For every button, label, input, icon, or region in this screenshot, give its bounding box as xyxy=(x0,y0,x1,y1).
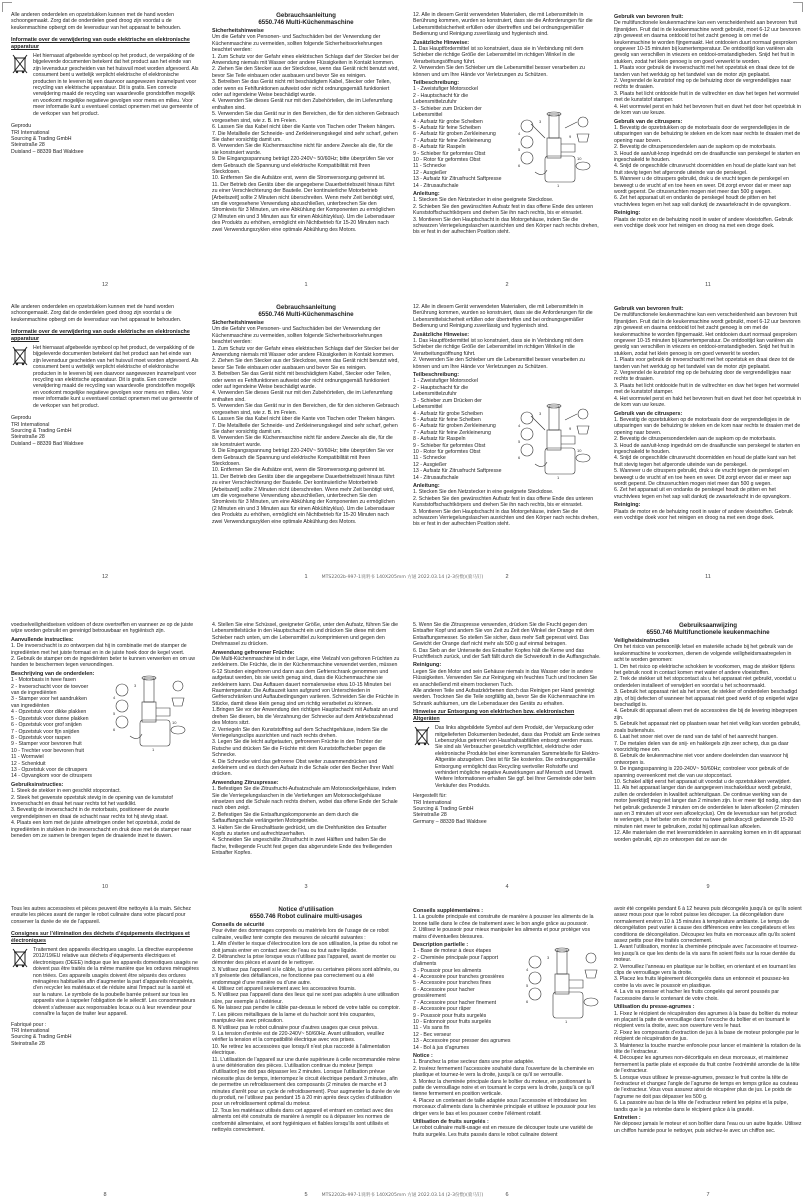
page-number: 6 xyxy=(505,1192,509,1198)
svg-text:6: 6 xyxy=(518,163,521,168)
print-footer: MTS2202b-997-1说明书 140X205mm 方通 2022.03.14 (2-3份数)(骑马钉) xyxy=(321,575,484,580)
body-text: Ne déposez jamais le moteur et son boîtier dans l’eau ou un autre liquide. Utilisez un chiffon humide pour le nettoyer, puis séchez-le avec un chiffon sec. xyxy=(614,1121,803,1134)
food-processor-illustration xyxy=(517,108,593,190)
recycle-text: Het hiernaast afgebeelde symbool op het product, de verpakking of de bijgeleverde documenten betekent dat het product aan het einde van zijn levensduur gescheiden van het huisvuil moet worden afgevoerd. Als consument bent u wettelijk verplicht elektrische of elektronische producten in te leveren bij een daarvoor aangewezen inzamelpunt voor recycling van elektrische apparatuur. Dit is gratis. Een correcte verwijdering maakt de recycling van waardevolle grondstoffen mogelijk en voorkomt mogelijke negatieve gevolgen voor mens en milieu. Voor meer informatie kunt u eventueel contact opnemen met uw gemeente of de verkoper van het product. xyxy=(33,53,200,117)
svg-text:1: 1 xyxy=(565,1019,568,1024)
column-dutch-back xyxy=(11,12,199,276)
section-heading: Conseils supplémentaires : xyxy=(413,908,484,914)
body-text: Om het risico van persoonlijk letsel en materiële schade bij het gebruik van de keukenmachine te voorkomen, dienen de volgende veiligheidsmaatregelen in acht te worden genomen: 1. Om het risico op elektrische schokken te voorkomen, mag de stekker tijdens het gebruik nooit in contact komen met water of andere vloeistoffen. 2. Trek de stekker uit het stopcontact als u het apparaat niet gebruikt, voordat u onderdelen installeert of verwijdert en voordat u het schoonmaakt. 3. Gebruik het apparaat niet als het snoer, de stekker of onderdelen beschadigd zijn, of bij defecten of wanneer het apparaat niet goed werkt of op enigerlei wijze beschadigd is. 4. Gebruik dit apparaat alleen met de accessoires die bij de levering inbegrepen zijn. 5. Gebruik het apparaat niet op plaatsen waar het niet veilig kan worden gebruikt, zoals buitenshuis. 6. Laat het snoer niet over de rand van de tafel of het aanrecht hangen. 7. De metalen delen van de snij- en hakkegels zijn zeer scherp, dus ga daar voorzichtig mee om. 8. Gebruik de keukenmachine niet voor andere doeleinden dan waarvoor hij ontworpen is. 9. De ingangsspanning is 220-240V~ 50/60Hz; controleer voor gebruik of de spanning overeenkomt met die van uw stopcontact. 10. Schakel altijd eerst het apparaat uit voordat u de opzetstukken verwijdert. 11. Als het apparaat langer dan de aangegeven inschakelduur wordt gebruikt, zullen de onderdelen in kwaliteit achteruitgaan. De continue werking van de motor [werktijd] mag niet langer dan 2 minuten zijn. Is er meer tijd nodig, stop dan het gebruik gedurende 3 minuten om de onderdelen te laten afkoelen (2 minuten aan en 3 minuten uit voor een afkoelcyclus). Om de levensduur van het product te verlengen, is het beter om de motor na twee gebruikscycli gedurende 15-20 minuten niet meer te gebruiken, zodat hij optimaal kan afkoelen. 12. Alle materialen die met levensmiddelen in aanraking komen en in dit apparaat worden gebruikt, zijn zo ontworpen dat ze aan de xyxy=(614,644,802,843)
column-french-7 xyxy=(614,906,802,1186)
page-number: 2 xyxy=(505,574,509,580)
manual-title: Gebrauchsanleitung 6550.746 Multi-Küchenmaschine xyxy=(258,304,354,318)
section-heading: Utilisation de fruits surgelés : xyxy=(413,1119,489,1125)
svg-text:10: 10 xyxy=(172,720,177,725)
svg-text:3: 3 xyxy=(547,955,550,960)
column-dutch-11 xyxy=(614,12,802,276)
recycle-text: Het hiernaast afgebeelde symbool op het product, de verpakking of de bijgeleverde documenten betekent dat het product aan het einde van zijn levensduur gescheiden van het huisvuil moet worden afgevoerd. Als consument bent u wettelijk verplicht elektrische of elektronische producten in te leveren bij een daarvoor aangewezen inzamelpunt voor recycling van elektrische apparatuur. Dit is gratis. Een correcte verwijdering maakt de recycling van waardevolle grondstoffen mogelijk en voorkomt mogelijke negatieve gevolgen voor mens en milieu. Voor meer informatie kunt u eventueel contact opnemen met uw gemeente of de verkoper van het product. xyxy=(33,345,200,409)
page-number: 12 xyxy=(101,282,109,288)
body-text: Tous les autres accessoires et pièces peuvent être nettoyés à la main. Séchez ensuite les pièces avant de ranger le robot culinaire dans votre placard pour conserver la durée de vie de l’appareil. xyxy=(11,906,193,925)
section-heading: Gebruik van bevroren fruit: xyxy=(614,14,684,20)
section-heading: Sicherheitshinweise xyxy=(212,320,264,326)
svg-text:3: 3 xyxy=(539,411,542,416)
company-address: Fabriqué pour : TRI International Sourcing & Trading GmbH Steinstraße 28 xyxy=(11,1021,72,1047)
company-address: Geprodu TRI International Sourcing & Trading GmbH Steinstraße 28 Duisland – 88339 Bad Waldsee xyxy=(11,123,84,155)
section-heading: Reiniging: xyxy=(614,502,641,509)
recycle-text: Das links abgebildete Symbol auf dem Produkt, der Verpackung oder mitgelieferten Dokumenten bedeutet, dass das Produkt am Ende seines Lebenszyklus getrennt von Haushaltsabfällen entsorgt werden muss. Sie sind als Verbraucher gesetzlich verpflichtet, elektrische oder elektronische Produkte bei einer kommunalen Sammelstelle für Elektro-Altgeräte abzugeben. Dies ist für Sie kostenlos. Die ordnungsgemäße Entsorgung ermöglicht das Recycling wertvoller Rohstoffe und verhindert mögliche negative Auswirkungen auf Mensch und Umwelt. Weitere Informationen erhalten Sie ggf. bei Ihrer Gemeinde oder beim Verkäufer des Produkts. xyxy=(435,725,602,789)
svg-text:5: 5 xyxy=(113,711,116,716)
body-text: 5. Wenn Sie die Zitruspresse verwenden, drücken Sie die Frucht gegen den Entsafter Kopf und andern Sie von Zeit zu Zeit den Winkel der Orange mit dem Entsaftungsmesser. So stellen Sie sicher, dass mehr Saft gepresst wird. Das Gewicht der Orange darf nicht mehr als 500 g auf einmal betragen. 6. Das Sieb an der Unterseite des Entsafter Kopfes hält die Kerne und das Fruchtfleisch zurück, und der Saft fällt durch die Schwerkraft in die Auffangschale. xyxy=(413,622,601,661)
svg-text:4: 4 xyxy=(518,131,521,136)
page-number: 9 xyxy=(706,884,710,890)
svg-text:9: 9 xyxy=(569,426,572,431)
column-french-5 xyxy=(212,906,400,1186)
body-text: 1. La goulotte principale est construite de manière à pousser les aliments de la bonne taille dans le cône de traitement avec le bon angle grâce au poussoir. 2. Utilisez le poussoir pour mieux manipuler les aliments et pour protéger vos mains d’éventuelles blessures. xyxy=(413,914,594,940)
safety-text: Um die Gefahr von Personen- und Sachschäden bei der Verwendung der Küchenmaschine zu vermeiden, sollten folgende Sicherheitsvorkehrungen beachtet werden: 1. Zum Schutz vor der Gefahr eines elektrischen Schlags darf der Stecker bei der Anwendung niemals mit Wasser oder andere Flüssigkeiten in Kontakt kommen. 2. Ziehen Sie den Stecker aus der Steckdose, wenn das Gerät nicht benutzt wird, bevor Sie Teile einbauen oder ausbauen und bevor Sie es reinigen. 3. Betreiben Sie das Gerät nicht mit beschädigtem Kabel, Stecker oder Teilen, oder wenn es Fehlfunktionen aufweist oder nicht ordnungsgemäß funktioniert oder auf irgendeine Weise beschädigt wurde. 4. Verwenden Sie dieses Gerät nur mit den Zubehörteilen, die im Lieferumfang enthalten sind. 5. Verwenden Sie das Gerät nur in den Bereichen, die für den sicheren Gebrauch vorgesehen sind, wie z. B. im Freien. 6. Lassen Sie das Kabel nicht über die Kante von Tischen oder Theken hängen. 7. Die Metallteile der Schneide- und Zerkleinerungskegel sind sehr scharf, gehen Sie daher vorsichtig damit um. 8. Verwenden Sie die Küchenmaschine nicht für andere Zwecke als die, für die sie konstruiert wurde. 9. Die Eingangsspannung beträgt 220-240V~ 50/60Hz; bitte überprüfen Sie vor dem Gebrauch die Spannung und elektrische Kompatibilität mit Ihren Steckdosen. 10. Entfernen Sie die Aufsätze erst, wenn die Stromversorgung getrennt ist. 11. Der Betrieb des Geräts über die angegebene Dauerbetriebszeit hinaus führt zu einer Verschlechterung der Bauteile. Der kontinuierliche Motorbetrieb [Arbeitszeit] sollte 2 Minuten nicht überschreiten. Wenn mehr Zeit benötigt wird, um die vorgesehene Verwendung abzuschließen, unterbrechen Sie den Stromkreis für 3 Minuten, um eine Abkühlung der Komponenten zu ermöglichen (2 Minuten ein und 3 Minuten aus für einen Abkühlzyklus). Um die Lebensdauer des Produkts zu erhöhen, ermöglicht ein Nichtbetrieb für 15-20 Minuten nach zwei Verwendungszyklen eine optimale Abkühlung des Motors. xyxy=(212,326,399,525)
body-text: 1. De invoerschacht is zo ontworpen dat hij in combinatie met de stamper de ingrediënten met het juiste formaat en in de juiste hoek door de kegel voert. 2. Gebruik de stamper om de ingrediënten beter te kunnen verwerken en om uw handen te beschermen tegen verwondingen. xyxy=(11,643,195,669)
company-address: Hergestellt für: TRI International Sourcing & Trading GmbH Steinstraße 28 Germany – 88339 Bad Waldsee xyxy=(413,793,487,825)
section-heading: Gebruik van bevroren fruit: xyxy=(614,306,684,312)
page-number: 10 xyxy=(101,884,109,890)
svg-text:10: 10 xyxy=(577,448,582,453)
svg-text:4: 4 xyxy=(518,423,521,428)
recycle-text: Traitement des appareils électriques usagés. La directive européenne 2012/19/EU relative aux déchets d’équipements électriques et électroniques (DEEE) indique que les appareils domestiques usagés ne doivent pas être traités de la même manière que les ordures ménagères non triées. Ces appareils usagés doivent être séparés des ordures ménagères habituelles afin d’augmenter la part d’appareils récupérés, d’en recycler les matériaux et de réduire ainsi l’impact sur la santé et sur la nature. Le symbole de la poubelle barrée présent sur tous les appareils vise à rappeler l’obligation de le sélectif. Les consommateurs doivent s’adresser aux responsables locaux ou à leur revendeur pour connaître la façon de traiter leur appareil. xyxy=(33,947,201,1018)
svg-text:5: 5 xyxy=(526,983,529,988)
column-german-1 xyxy=(212,304,400,568)
svg-text:6: 6 xyxy=(113,727,116,732)
page-number: 2 xyxy=(505,282,509,288)
column-german-3 xyxy=(212,622,400,878)
page-number: 1 xyxy=(304,574,308,580)
body-text: 1. Branchez la prise secteur dans une prise adaptée. 2. Insérez fermement l’accessoire souhaité dans l’ouverture de la cheminée en plastique et tournez-le vers la droite, jusqu’à ce qu’il se verrouille. 3. Montez la cheminée principale dans le boîtier du moteur, en positionnant la patte de verrouillage noire et en tournant le corps vers la droite, jusqu’à ce qu’il tienne fermement en position verticale. 4. Placez un contenant de taille adaptée sous l’accessoire et introduisez les morceaux d’aliments dans la cheminée principale et utilisez le poussoir pour les diriger vers le bas et les pousser contre l’élément rotatif. xyxy=(413,1059,596,1117)
body-text: voedselveiligheidseisen voldoen of deze overtreffen en wanneer ze op de juiste wijze worden gebruikt en gereinigd betrouwbaar en hygiënisch zijn. xyxy=(11,622,195,635)
section-heading: Teilbeschreibung: xyxy=(413,80,460,87)
crossed-out-wheelie-bin-icon xyxy=(413,725,431,747)
section-heading: Anwendung gefrorener Früchte: xyxy=(212,649,295,656)
body-text: Le robot culinaire multi-usage est en mesure de découper toute une variété de fruits surgelés. Les fruits passés dans le robot culinaire doivent xyxy=(413,1125,595,1138)
svg-text:1: 1 xyxy=(152,747,155,752)
svg-text:9: 9 xyxy=(569,134,572,139)
svg-text:1: 1 xyxy=(557,183,560,188)
parts-list: 1 - Motorbasis in twee fasen 2 - Invoerschacht voor de toevoer van de ingrediënten 3 - Stamper voor het aandrukken van ingrediënten 4 - Opzetstuk voor dikke plakken 5 - Opzetstuk voor dunne plakken 6 - Opzetstuk voor grof snijden 7 - Opzetstuk voor fijn snijden 8 - Opzetstuk voor raspen 9 - Stamper voor bevroren fruit 10 - Trechter voor bevroren fruit 11 - Wormwiel 12 - Schenktuit 13 - Opzetstuk voor de citruspers 14 - Opvangkom voor de citruspers xyxy=(11,677,93,780)
column-german-4 xyxy=(413,622,601,878)
section-heading: Teilbeschreibung: xyxy=(413,372,460,379)
section-heading: Conseils de sécurité xyxy=(212,922,265,928)
svg-text:4: 4 xyxy=(526,967,529,972)
page-number: 12 xyxy=(101,574,109,580)
section-heading: Beschrijving van de onderdelen: xyxy=(11,670,95,677)
food-processor-illustration xyxy=(112,672,188,754)
column-dutch-11 xyxy=(614,304,802,568)
page-number: 5 xyxy=(304,1192,308,1198)
body-text: Plaats de motor en de behuizing nooit in water of andere vloeistoffen. Gebruik een vochtige doek voor het reinigen en droog na met een droge doek. xyxy=(614,216,795,229)
section-heading: Hinweise zur Entsorgung von elektrischen bzw. elektronischen Altgeräten xyxy=(413,709,575,722)
intro-text: Alle anderen onderdelen en opzetstukken kunnen met de hand worden schoongemaakt. Zorg dat de onderdelen goed droog zijn voordat u de keukenmachine opbergt om de levensduur van het apparaat te behouden. xyxy=(11,304,182,323)
svg-text:5: 5 xyxy=(518,147,521,152)
sheet-1 xyxy=(0,0,805,290)
page-number: 1 xyxy=(304,282,308,288)
page-number: 8 xyxy=(103,1192,107,1198)
svg-text:6: 6 xyxy=(518,455,521,460)
section-heading: Entretien : xyxy=(614,1115,641,1121)
print-footer: MTS2202b-997-1说明书 140X205mm 方通 2022.03.14 (2-3份数)(骑马钉) xyxy=(321,1193,484,1198)
safety-text: Um die Gefahr von Personen- und Sachschäden bei der Verwendung der Küchenmaschine zu vermeiden, sollten folgende Sicherheitsvorkehrungen beachtet werden: 1. Zum Schutz vor der Gefahr eines elektrischen Schlags darf der Stecker bei der Anwendung niemals mit Wasser oder andere Flüssigkeiten in Kontakt kommen. 2. Ziehen Sie den Stecker aus der Steckdose, wenn das Gerät nicht benutzt wird, bevor Sie Teile einbauen oder ausbauen und bevor Sie es reinigen. 3. Betreiben Sie das Gerät nicht mit beschädigtem Kabel, Stecker oder Teilen, oder wenn es Fehlfunktionen aufweist oder nicht ordnungsgemäß funktioniert oder auf irgendeine Weise beschädigt wurde. 4. Verwenden Sie dieses Gerät nur mit den Zubehörteilen, die im Lieferumfang enthalten sind. 5. Verwenden Sie das Gerät nur in den Bereichen, die für den sicheren Gebrauch vorgesehen sind, wie z. B. im Freien. 6. Lassen Sie das Kabel nicht über die Kante von Tischen oder Theken hängen. 7. Die Metallteile der Schneide- und Zerkleinerungskegel sind sehr scharf, gehen Sie daher vorsichtig damit um. 8. Verwenden Sie die Küchenmaschine nicht für andere Zwecke als die, für die sie konstruiert wurde. 9. Die Eingangsspannung beträgt 220-240V~ 50/60Hz; bitte überprüfen Sie vor dem Gebrauch die Spannung und elektrische Kompatibilität mit Ihren Steckdosen. 10. Entfernen Sie die Aufsätze erst, wenn die Stromversorgung getrennt ist. 11. Der Betrieb des Geräts über die angegebene Dauerbetriebszeit hinaus führt zu einer Verschlechterung der Bauteile. Der kontinuierliche Motorbetrieb [Arbeitszeit] sollte 2 Minuten nicht überschreiten. Wenn mehr Zeit benötigt wird, um die vorgesehene Verwendung abzuschließen, unterbrechen Sie den Stromkreis für 3 Minuten, um eine Abkühlung der Komponenten zu ermöglichen (2 Minuten ein und 3 Minuten aus für einen Abkühlzyklus). Um die Lebensdauer des Produkts zu erhöhen, ermöglicht ein Nichtbetrieb für 15-20 Minuten nach zwei Verwendungszyklen eine optimale Abkühlung des Motors. xyxy=(212,34,399,233)
section-heading: Informatie over de verwijdering van oude elektrische en elektronische apparatuur xyxy=(11,37,190,50)
body-text: 1. Stecken Sie den Netzstecker in eine geeignete Steckdose. 2. Schieben Sie den gewünschten Aufsatz fest in das offene Ende des unteren Kunststoffschachtkörpers und drehen Sie ihn nach rechts, bis er einrastet. 3. Montieren Sie den Hauptschacht in das Motorgehäuse, indem Sie die schwarzen Verriegelungslaschen ausrichten und den Körper nach rechts drehen, bis er fest in der aufrechten Position steht. xyxy=(413,489,599,528)
section-heading: Informatie over de verwijdering van oude elektrische en elektronische apparatuur xyxy=(11,329,190,342)
body-text: De multifunctionele keukenmachine kan een verscheidenheid aan bevroren fruit fijnsnijden. Fruit dat in de keukenmachine wordt gebruikt, moet 6-12 uur bevroren zijn geweest en daarna ontdooid tot het zacht genoeg is om met de keukenmachine te worden fijngemaakt. Het ontdooien duurt normaal gesproken ongeveer 10-15 minuten bij kamertemperatuur. De ontdooitijd kan variëren als gevolg van verschillen in vriezers en ontdooi-omstandigheden. Snijd het fruit in stukken, zodat het klein genoeg is om goed verwerkt te worden. 1. Plaats voor gebruik de invoerschacht met het opzetstuk en draai deze tot de tanden van het werktuig op het tandwiel van de motor zijn geplaatst. 2. Vergrendel de kunststof ring op de behuizing door de vergrendellipjes naar rechts te draaien. 3. Plaats het licht ontdooide fruit in de vultrechter en duw het tegen het wormwiel met de kunststof stamper. 4. Het wormwiel perst en hakt het bevroren fruit en duwt het door het opzetstuk in de kom van uw keuze. xyxy=(614,20,801,117)
body-text: avoir été congelés pendant 6 à 12 heures puis décongelés jusqu’à ce qu’ils soient assez mous pour que le robot puisse les découper. La décongélation dure normalement environ 10 à 15 minutes à température ambiante. Le temps de décongélation peut varier à cause des différences entre les congélateurs et les conditions de décongélation. Découpez les fruits en morceaux afin qu’ils soient assez petits pour être traités correctement. 1. Avant l’utilisation, montez la cheminée principale avec l’accessoire et tournez-les jusqu’à ce que les dents de la vis sans fin soient fixés sur la roue dentée du moteur. 2. Verrouillez l’anneau en plastique sur le boîtier, en orientant et en tournant les clips de verrouillage vers la droite. 3. Placez les fruits légèrement décongelés dans un entonnoir et poussez-les contre la vis avec le poussoir en plastique. 4. La vis va presser et hacher les fruits congelés qui seront poussés par l’accessoire dans le contenant de votre choix. xyxy=(614,906,802,1002)
body-text: 1. Stecken Sie den Netzstecker in eine geeignete Steckdose. 2. Schieben Sie den gewünschten Aufsatz fest in das offene Ende des unteren Kunststoffschachtkörpers und drehen Sie ihn nach rechts, bis er einrastet. 3. Montieren Sie den Hauptschacht in das Motorgehäuse, indem Sie die schwarzen Verriegelungslaschen ausrichten und den Körper nach rechts drehen, bis er fest in der aufrechten Position steht. xyxy=(413,197,599,236)
body-text: 1. Steek de stekker in een geschikt stopcontact. 2. Steek het gewenste opzetstuk stevig in de opening van de kunststof invoerschacht en draai het naar rechts tot het vastklikt. 3. Bevestig de invoerschacht in de motorbasis, positioneer de zwarte vergrendelpinnen en draai de schacht naar rechts tot hij stevig staat. 4. Plaats een kom met de juiste afmetingen onder het opzetstuk, zodat de ingrediënten in stukken in de invoerschacht en druk deze met de stamper naar beneden om ze samen te brengen tegen de draaiende inzet te duwen. xyxy=(11,788,192,839)
column-dutch-9 xyxy=(614,622,802,878)
section-heading: Zusätzliche Hinweise: xyxy=(413,331,470,338)
body-text: 4. Stellen Sie eine Schüssel, geeigneter Größe, unter den Aufsatz, führen Sie die Lebensmittelstücke in den Hauptschacht ein und drücken Sie diese mit dem Schieber nach unten, um die Lebensmittel zu komprimieren und gegen den Drehmassel zu drücken. xyxy=(212,622,400,648)
body-text: Plaats de motor en de behuizing nooit in water of andere vloeistoffen. Gebruik een vochtige doek voor het reinigen en droog na met een droge doek. xyxy=(614,508,795,521)
svg-text:10: 10 xyxy=(577,156,582,161)
body-text: Legen Sie den Motor und sein Gehäuse niemals in das Wasser oder in andere Flüssigkeiten. Verwenden Sie zur Reinigung ein feuchtes Tuch und trocknen Sie es anschließend mit einem trockenen Tuch. Alle anderen Teile und Aufsatzkörbenen durch das Reinigen per Hand gereinigt werden. Trocknen Sie die Teile sorgfältig ab, bevor Sie die Küchenmaschine im Schrank aufräumen, um die Lebensdauer des Geräts zu erhalten. xyxy=(413,668,597,707)
body-text: 1. Das Hauptfördermittel ist so konstruiert, dass sie in Verbindung mit dem Schieber die richtige Größe der Lebensmittel im richtigen Winkel in die Verarbeitungsöffnung führt. 2. Verwenden Sie den Schieber um die Lebensmittel besser verarbeiten zu können und um Ihre Hände vor Verletzungen zu Schützen. xyxy=(413,338,585,370)
body-text: Pour éviter des dommages corporels ou matériels lors de l’usage de ce robot culinaire, veuillez tenir compte des mesures de sécurité suivantes : 1. Afin d’éviter le risque d’électrocution lors de son utilisation, la prise du robot ne doit jamais entrer en contact avec de l’eau ou tout autre liquide. 2. Débranchez la prise lorsque vous n’utilisez pas l’appareil, avant de monter ou démonter des pièces et avant de le nettoyer. 3. N’utilisez pas l’appareil si le câble, la prise ou certaines pièces sont abîmés, ou s’il présente des défaillances, ne fonctionne pas correctement ou a été endommagé d’une manière ou d’une autre. 4. Utilisez cet appareil seulement avec les accessoires fournis. 5. N’utilisez pas l’appareil dans des lieux qui ne sont pas adaptés à une utilisation sûre, par exemple à l’extérieur. 6. Ne laissez pas pendre le câble par-dessus le rebord de votre table ou comptoir. 7. Les pièces métalliques de la lame et du hachoir sont très coupantes, manipulez-les avec précaution. 8. N’utilisez pas le robot culinaire pour d’autres usages que ceux prévus. 9. La tension d’entrée est de 220-240V~ 50/60Hz. Avant utilisation, veuillez vérifier la tension et la compatibilité électrique avec vos prises. 10. Ne retirez les accessoires que lorsqu’il n’est plus raccordé à l’alimentation électrique. 11. L’utilisation de l’appareil sur une durée supérieure à celle recommandée mène à une détérioration des pièces. L’utilisation continue du moteur [temps d’utilisation] ne doit pas dépasser les 2 minutes. Lorsque l’utilisation prévue nécessite plus de temps, interrompez le circuit électrique pendant 3 minutes, afin de permettre un refroidissement des composants (2 minutes de marche et 3 minutes d’arrêt pour un cycle de refroidissement). Pour augmenter la durée de vie du produit, ne l’utilisez pas pendant 15 à 20 min après deux cycles d’utilisation pour un refroidissement optimal du moteur. 12. Tous les matériaux utilisés dans cet appareil et entrant en contact avec des aliments ont été construits de manière à remplir ou à dépasser les normes de conformité alimentaire, et sont hygiéniques et fiables lorsqu’ils sont utilisés et nettoyés correctement. xyxy=(212,928,401,1133)
body-text: 1. Bevestig de opzetstukken op de motorbasis door de vergrendellipjes in de uitsparingen van de behuizing te steken en de kom naar rechts te draaien met de opening naar boven. 2. Bevestig de citruspersonderdelen aan de sapkom op de motorbasis. 3. Houd de aan/uit-knop ingedrukt om de draaifunctie van perskegel te starten en ingeschakeld te houden. 4. Snijd de ongeschilde citrusvrucht doormidden en houd de platte kant van het fruit stevig tegen het afgeronde uiteinde van de perskegel. 5. Wanneer u de citruspers gebruikt, druk u de vrucht tegen de perskegel en beweegt u de vrucht af en toe heen en weer. Dit zorgt ervoor dat er meer sap wordt geperst. De citrusvruchten mogen niet meer dan 500 g wegen. 6. Zet het apparaat uit en ondanks de perskegel houdt de pitten en het vruchtvlees tegen en het sap valt dankzij de zwaartekracht in de opvangkom. xyxy=(614,124,801,208)
parts-list: 1 - Base de moteur à deux étapes 2 - Cheminée principale pour l’apport d’aliments 3 - Poussoir pour les aliments 4 - Accessoire pour tranches grossières 5 - Accessoire pour tranches fines 6 - Accessoire pour hacher grossièrement 7 - Accessoire pour hacher finement 8 - Accessoire pour râper 9 - Poussoir pour fruits surgelés 10 - Entonnoir pour fruits surgelés 11 - Vis sans fin 12 - Bec verseur 13 - Accessoire pour presser des agrumes 14 - Bol à jus d’agrumes xyxy=(413,948,511,1051)
page-number: 11 xyxy=(705,282,711,288)
section-heading: Zusätzliche Hinweise: xyxy=(413,39,470,46)
food-processor-illustration xyxy=(525,944,601,1026)
crossed-out-wheelie-bin-icon xyxy=(11,345,29,367)
sheet-3 xyxy=(0,610,805,892)
page-number: 11 xyxy=(705,574,711,580)
page-number: 3 xyxy=(304,884,308,890)
section-heading: Reiniging: xyxy=(614,210,641,217)
page-number: 4 xyxy=(505,884,509,890)
section-heading: Gebruiksinstructies: xyxy=(11,781,64,788)
recycle-block xyxy=(11,947,199,1017)
column-french-8 xyxy=(11,906,199,1186)
section-heading: Consignes sur l’élimination des déchets d’équipements électriques et électroniques xyxy=(11,931,190,944)
svg-text:3: 3 xyxy=(539,119,542,124)
crop-mark xyxy=(2,2,12,12)
manual-title: Gebrauchsanleitung 6550.746 Multi-Küchenmaschine xyxy=(258,12,354,26)
recycle-block xyxy=(11,53,199,117)
section-heading: Reinigung: xyxy=(413,662,442,669)
body-text: 12. Alle in diesem Gerät verwendeten Materialien, die mit Lebensmitteln in Berührung kommen, wurden so konstruiert, dass sie die Anforderungen für die Lebensmittelsicherheit erfüllen oder übertreffen und bei ordnungsgemäßer Bedienung und Reinigung zuverlässig und hygienisch sind. xyxy=(413,304,595,330)
section-heading: Utilisation du presse-agrumes : xyxy=(614,1004,695,1011)
svg-text:6: 6 xyxy=(526,999,529,1004)
manual-title: Notice d’utilisation 6550.746 Robot culinaire multi-usages xyxy=(249,906,363,920)
svg-text:3: 3 xyxy=(134,683,137,688)
section-heading: Gebruik van de citruspers: xyxy=(614,118,683,125)
body-text: Die Multi-Küchenmaschine ist in der Lage, eine Vielzahl von gefroren Früchten zu zerkleinern. Die Früchte, die in der Küchenmaschine verwendet werden, müssen 6-12 Stunden eingefroren und dann aus dem Gefrierschrank genommen und aufgetaut werden, bis sie weich genug sind, dass die Küchenmaschine sie zerkleinern kann. Das Auftauen dauert normalerweise etwa 10-15 Minuten bei Raumtemperatur. Die Auftauzeit kann aufgrund von Unterschieden in Gefrierschränken und Auftaubedingungen variieren. Schneiden Sie die Früchte in Stücke, damit diese klein genug sind um richtig verarbeitet zu können. 1.Bringen Sie vor der Anwendung den richtigen Hauptschacht mit Aufsatz an und drehen Sie diesen, bis die Verzahnung der Schnecke auf dem Antriebszahnrad des Motors sitzt. 2. Verriegeln Sie den Kunststoffring auf dem Schachtgehäuse, indem Sie die Verriegelungsclips ausrichten und nach rechts drehen. 3. Legen Sie die leicht aufgetauten, gefrorenen Früchte in den Trichter der Rutsche und drücken Sie die Früchte mit dem Kunststoffschieber gegen die Schnecke. 4. Die Schnecke wird das gefrorene Obst weiter zusammendrücken und zerkleinern und es durch den Aufsatz in die Schale oder den Becher Ihrer Wahl drücken. xyxy=(212,656,400,778)
section-heading: Aanvullende instructies: xyxy=(11,636,74,643)
crossed-out-wheelie-bin-icon xyxy=(11,53,29,75)
svg-text:4: 4 xyxy=(113,695,116,700)
sheet-4 xyxy=(0,894,805,1200)
section-heading: Anleitung: xyxy=(413,190,440,197)
crossed-out-wheelie-bin-icon xyxy=(11,947,29,969)
body-text: 12. Alle in diesem Gerät verwendeten Materialien, die mit Lebensmitteln in Berührung kommen, wurden so konstruiert, dass sie die Anforderungen für die Lebensmittelsicherheit erfüllen oder übertreffen und bei ordnungsgemäßer Bedienung und Reinigung zuverlässig und hygienisch sind. xyxy=(413,12,595,38)
body-text: 1. Fixez le récipient de récupération des agrumes à la base du boîtier du moteur en plaçant la patte de verrouillage dans l’encoche du boîtier et en tournant le récipient vers la droite, avec son ouverture vers le haut. 2. Fixez les composants d’extraction de jus à la base de moteur prolongée par le récipient de récupération de jus. 3. Maintenez la touche marche enfoncée pour lancer et maintenir la rotation de la tête de l’extracteur. 4. Découpez les agrumes non-décortiqués en deux morceaux, et maintenez fermement la partie plate et exposée du fruit contre l’extrémité arrondie de la tête de l’extracteur. 5. Lorsque vous utilisez le presse-agrumes, pressez le fruit contre la tête de l’extracteur et changez l’angle de l’agrume de temps en temps grâce au couteau de l’extracteur. Vous vous assurez ainsi de récupérer plus de jus. Le poids de l’agrume ne doit pas dépasser les 500 g. 6. La passoire au bas de la tête de l’extracteur retient les pépins et la pulpe, tandis que le jus retombe dans le récipient grâce à la gravité. xyxy=(614,1010,801,1113)
section-heading: Anwendung Zitruspresse: xyxy=(212,779,279,786)
section-heading: Gebruik van de citruspers: xyxy=(614,410,683,417)
body-text: 1. Bevestig de opzetstukken op de motorbasis door de vergrendellipjes in de uitsparingen van de behuizing te steken en de kom naar rechts te draaien met de opening naar boven. 2. Bevestig de citruspersonderdelen aan de sapkom op de motorbasis. 3. Houd de aan/uit-knop ingedrukt om de draaifunctie van perskegel te starten en ingeschakeld te houden. 4. Snijd de ongeschilde citrusvrucht doormidden en houd de platte kant van het fruit stevig tegen het afgeronde uiteinde van de perskegel. 5. Wanneer u de citruspers gebruikt, druk u de vrucht tegen de perskegel en beweegt u de vrucht af en toe heen en weer. Dit zorgt ervoor dat er meer sap wordt geperst. De citrusvruchten mogen niet meer dan 500 g wegen. 6. Zet het apparaat uit en ondanks de perskegel houdt de pitten en het vruchtvlees tegen en het sap valt dankzij de zwaartekracht in de opvangkom. xyxy=(614,416,801,500)
body-text: 1. Das Hauptfördermittel ist so konstruiert, dass sie in Verbindung mit dem Schieber die richtige Größe der Lebensmittel im richtigen Winkel in die Verarbeitungsöffnung führt. 2. Verwenden Sie den Schieber um die Lebensmittel besser verarbeiten zu können und um Ihre Hände vor Verletzungen zu Schützen. xyxy=(413,46,585,78)
intro-text: Alle anderen onderdelen en opzetstukken kunnen met de hand worden schoongemaakt. Zorg dat de onderdelen goed droog zijn voordat u de keukenmachine opbergt om de levensduur van het apparaat te behouden. xyxy=(11,12,182,31)
sheet-2 xyxy=(0,292,805,582)
food-processor-illustration xyxy=(517,400,593,482)
section-heading: Notice : xyxy=(413,1052,433,1059)
section-heading: Description partielle : xyxy=(413,942,469,949)
manual-title: Gebruiksaanwijzing 6550.746 Multifunctionele keukenmachine xyxy=(646,622,770,636)
parts-list: 1 - Zweistufiger Motorsockel 2 - Hauptschacht für die Lebensmittelzufuhr 3 - Schieber zum Drücken der Lebensmittel 4 - Aufsatz für grobe Scheiben 5 - Aufsatz für feine Scheiben 6 - Aufsatz für groben Zerkleinerung 7 - Aufsatz für feine Zerkleinerung 8 - Aufsatz für Raspeln 9 - Schieber für geformtes Obst 10 - Rotor für geformtes Obst 11 - Schnecke 12 - Ausgießer 13 - Aufsatz für Zitrusfrucht Saftpresse 14 - Zitrusaufschale xyxy=(413,86,502,189)
recycle-block xyxy=(413,725,601,789)
svg-text:5: 5 xyxy=(518,439,521,444)
svg-text:1: 1 xyxy=(557,475,560,480)
body-text: 1. Befestigen Sie die Zitrusfrucht-Aufsatzschale am Motorsockelgehäuse, indem Sie die Verriegelungslaschen in die Vertiefungen am Motorsockelgehäuse einsetzen und die Schale nach rechts drehen, wobei das offene Ende der Schale nach oben zeigt. 2. Befestigen Sie die Entsaftungskomponente an dem durch die Saftauffangschale verlängerten Motorgetriebe. 3. Halten Sie die Einschalttaste gedrückt, um die Drehfunktion des Entsafter Kopfs zu starten und aufrechtzuerhalten. 4. Schneiden Sie ungeschälte Zitrusfrucht in zwei Hälften und halten Sie die flache, freiliegende Frucht fest gegen das abgerundete Ende des freiliegenden Entsafter Kopfes. xyxy=(212,786,398,857)
recycle-block xyxy=(11,345,199,409)
column-german-1 xyxy=(212,12,400,276)
section-heading: Veiligheidsinstructies xyxy=(614,638,670,644)
section-heading: Sicherheitshinweise xyxy=(212,28,264,34)
page-number: 7 xyxy=(706,1192,710,1198)
section-heading: Anleitung: xyxy=(413,482,440,489)
body-text: De multifunctionele keukenmachine kan een verscheidenheid aan bevroren fruit fijnsnijden. Fruit dat in de keukenmachine wordt gebruikt, moet 6-12 uur bevroren zijn geweest en daarna ontdooid tot het zacht genoeg is om met de keukenmachine te worden fijngemaakt. Het ontdooien duurt normaal gesproken ongeveer 10-15 minuten bij kamertemperatuur. De ontdooitijd kan variëren als gevolg van verschillen in vriezers en ontdooi-omstandigheden. Snijd het fruit in stukken, zodat het klein genoeg is om goed verwerkt te worden. 1. Plaats voor gebruik de invoerschacht met het opzetstuk en draai deze tot de tanden van het werktuig op het tandwiel van de motor zijn geplaatst. 2. Vergrendel de kunststof ring op de behuizing door de vergrendellipjes naar rechts te draaien. 3. Plaats het licht ontdooide fruit in de vultrechter en duw het tegen het wormwiel met de kunststof stamper. 4. Het wormwiel perst en hakt het bevroren fruit en duwt het door het opzetstuk in de kom van uw keuze. xyxy=(614,312,801,409)
crop-mark xyxy=(793,2,803,12)
parts-list: 1 - Zweistufiger Motorsockel 2 - Hauptschacht für die Lebensmittelzufuhr 3 - Schieber zum Drücken der Lebensmittel 4 - Aufsatz für grobe Scheiben 5 - Aufsatz für feine Scheiben 6 - Aufsatz für groben Zerkleinerung 7 - Aufsatz für feine Zerkleinerung 8 - Aufsatz für Raspeln 9 - Schieber für geformtes Obst 10 - Rotor für geformtes Obst 11 - Schnecke 12 - Ausgießer 13 - Aufsatz für Zitrusfrucht Saftpresse 14 - Zitrusaufschale xyxy=(413,378,502,481)
column-dutch-back xyxy=(11,304,199,568)
company-address: Geprodu TRI International Sourcing & Trading GmbH Steinstraße 28 Duisland – 88339 Bad Waldsee xyxy=(11,415,84,447)
